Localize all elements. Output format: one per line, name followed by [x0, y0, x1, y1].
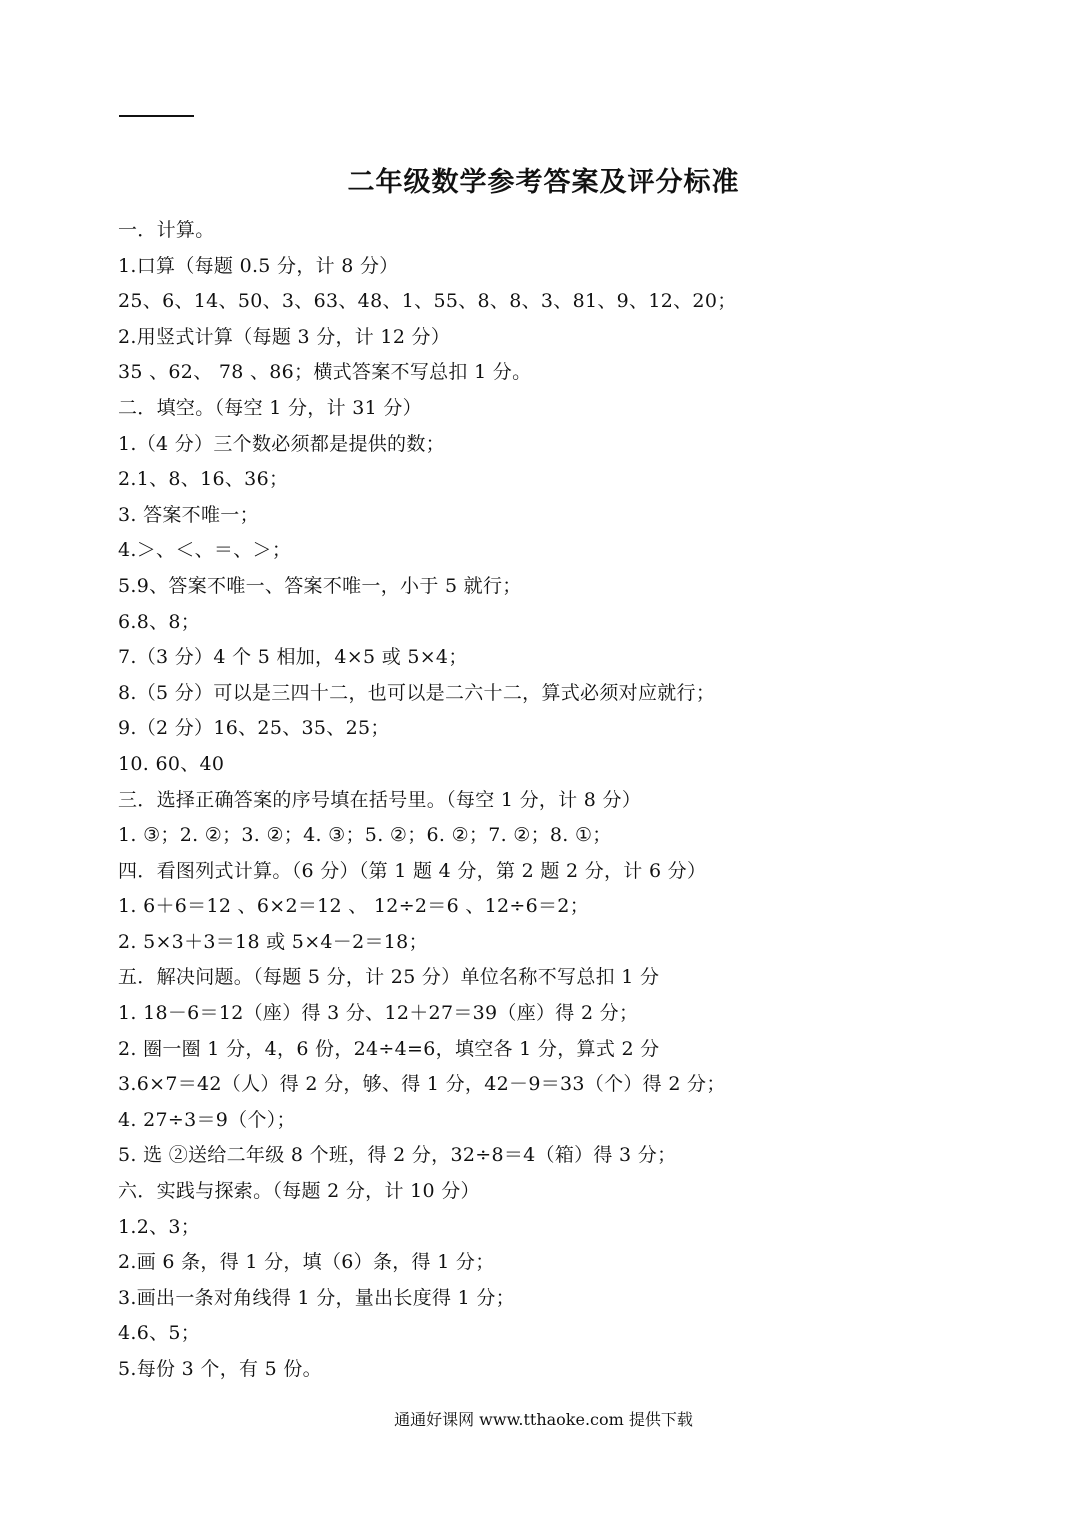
page-title: 二年级数学参考答案及评分标准	[347, 167, 740, 198]
answer-line: 4. 27÷3＝9（个）；	[118, 1108, 296, 1131]
answer-line: 2.1、8、16、36；	[118, 468, 289, 491]
answer-line: 7.（3 分）4 个 5 相加，4×5 或 5×4；	[118, 646, 468, 669]
answer-line: 1.2、3；	[118, 1215, 201, 1238]
answer-line: 10. 60、40	[118, 752, 225, 775]
answer-line: 5. 选 ②送给二年级 8 个班，得 2 分，32÷8＝4（箱）得 3 分；	[118, 1144, 677, 1167]
answer-line: 2.画 6 条，得 1 分，填（6）条，得 1 分；	[118, 1251, 495, 1274]
answer-line: 1. 6＋6＝12 、6×2＝12 、 12÷2＝6 、12÷6＝2；	[118, 895, 589, 918]
section-heading: 四．看图列式计算。（6 分）（第 1 题 4 分，第 2 题 2 分，计 6 分）	[118, 859, 707, 882]
answer-line: 9.（2 分）16、25、35、25；	[118, 717, 390, 740]
subsection-heading: 2.用竖式计算（每题 3 分，计 12 分）	[118, 325, 451, 348]
answer-list	[118, 213, 1038, 1388]
answer-line: 3.画出一条对角线得 1 分，量出长度得 1 分；	[118, 1286, 515, 1309]
answer-line: 5.9、答案不唯一、答案不唯一，小于 5 就行；	[118, 574, 522, 597]
section-heading: 二．填空。（每空 1 分，计 31 分）	[118, 396, 422, 419]
top-rule	[119, 115, 194, 117]
section-heading: 六．实践与探索。（每题 2 分，计 10 分）	[118, 1180, 480, 1203]
answer-line: 8.（5 分）可以是三四十二，也可以是二六十二，算式必须对应就行；	[118, 681, 716, 704]
answer-line: 3. 答案不唯一；	[118, 503, 259, 526]
answer-line: 1. ③；2. ②；3. ②；4. ③；5. ②；6. ②；7. ②；8. ①；	[118, 824, 612, 847]
answer-line: 25、6、14、50、3、63、48、1、55、8、8、3、81、9、12、20；	[118, 290, 737, 313]
answer-line: 1.（4 分）三个数必须都是提供的数；	[118, 432, 445, 455]
section-heading: 三．选择正确答案的序号填在括号里。（每空 1 分，计 8 分）	[118, 788, 642, 811]
answer-line: 5.每份 3 个，有 5 份。	[118, 1358, 322, 1380]
answer-line: 4.6、5；	[118, 1322, 201, 1345]
section-heading: 五．解决问题。（每题 5 分，计 25 分）单位名称不写总扣 1 分	[118, 966, 660, 989]
answer-line: 3.6×7＝42（人）得 2 分，够、得 1 分，42－9＝33（个）得 2 分；	[118, 1073, 726, 1096]
footer-source-note: 通通好课网 www.tthaoke.com 提供下载	[394, 1410, 693, 1429]
answer-line: 4.＞、＜、＝、＞；	[118, 539, 292, 562]
answer-line: 1. 18－6＝12（座）得 3 分、12＋27＝39（座）得 2 分；	[118, 1002, 639, 1025]
subsection-heading: 1.口算（每题 0.5 分，计 8 分）	[118, 254, 399, 277]
answer-line: 35 、62、 78 、86；横式答案不写总扣 1 分。	[118, 361, 532, 384]
answer-line: 6.8、8；	[118, 610, 201, 633]
answer-line: 2. 5×3＋3＝18 或 5×4－2＝18；	[118, 930, 428, 953]
answer-line: 2. 圈一圈 1 分，4，6 份，24÷4=6，填空各 1 分，算式 2 分	[118, 1037, 660, 1060]
section-heading: 一．计算。	[118, 219, 215, 241]
